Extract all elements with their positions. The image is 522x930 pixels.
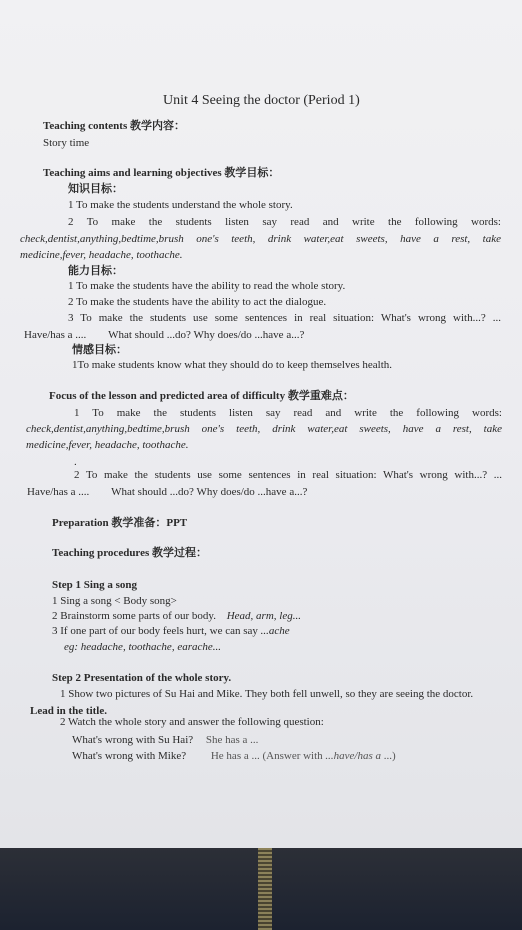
step1-item-2-examples: Head, arm, leg... — [226, 610, 301, 622]
focus-item-2-line1: 2 To make the students use some sentences in real situation: What's wrong with...? ... — [74, 469, 502, 481]
procedures-heading: Teaching procedures 教学过程： — [52, 547, 208, 559]
emotion-heading: 情感目标： — [72, 344, 127, 356]
focus-item-1-line1: 1 To make the students listen say read and write the following words: — [74, 407, 502, 419]
knowledge-item-2-line1: 2 To make the students listen say read and write the following words: — [68, 216, 501, 228]
step1-item-3-ache: ...ache — [260, 625, 290, 637]
focus-item-2-line2: Have/has a .... What should ...do? Why does/do ...have a...? — [27, 486, 308, 498]
step2-question-1 — [72, 733, 258, 747]
answer-2-italic: ...have/has a — [325, 750, 382, 762]
answer-2-end: ...) — [383, 750, 396, 762]
step1-item-3-example: eg: headache, toothache, earache... — [64, 641, 221, 653]
preparation: Preparation 教学准备：PPT — [52, 517, 188, 529]
page-title: Unit 4 Seeing the doctor (Period 1) — [163, 93, 360, 108]
emotion-item-1: 1To make students know what they should do to keep themselves health. — [72, 359, 393, 371]
teaching-contents-text: Story time — [43, 137, 90, 149]
ability-item-3-line2: Have/has a .... What should ...do? Why does/do ...have a...? — [24, 329, 305, 341]
step2-item-1: 1 Show two pictures of Su Hai and Mike. They both fell unwell, so they are seeing the doctor. — [60, 688, 474, 700]
focus-item-1-line3: medicine,fever, headache, toothache. — [26, 439, 189, 451]
question-1-text: What's wrong with Su Hai? — [72, 734, 194, 746]
ability-item-3-line1: 3 To make the students use some sentences in real situation: What's wrong with...? ... — [68, 312, 501, 324]
step1-item-3-text: 3 If one part of our body feels hurt, we can say — [52, 625, 258, 637]
step1-item-2 — [52, 609, 301, 623]
question-2-text: What's wrong with Mike? — [72, 750, 187, 762]
step2-question-2 — [72, 749, 396, 763]
focus-dot: . — [74, 456, 77, 468]
focus-heading: Focus of the lesson and predicted area of difficulty 教学重难点： — [49, 390, 354, 402]
ability-item-2: 2 To make the students have the ability to act the dialogue. — [68, 296, 327, 308]
focus-item-1-line2: check,dentist,anything,bedtime,brush one's teeth, drink water,eat sweets, have a rest, take — [26, 423, 502, 435]
aims-heading: Teaching aims and learning objectives 教学目标： — [43, 167, 280, 179]
step1-item-2-text: 2 Brainstorm some parts of our body. — [52, 610, 216, 622]
knowledge-heading: 知识目标： — [68, 183, 123, 195]
zipper-decoration — [258, 848, 272, 930]
answer-1-text: She has a ... — [205, 734, 259, 746]
answer-2-text: He has a ... (Answer with — [210, 750, 323, 762]
step1-heading: Step 1 Sing a song — [52, 579, 137, 591]
step1-item-3 — [52, 624, 290, 638]
step2-heading: Step 2 Presentation of the whole story. — [52, 672, 232, 684]
knowledge-item-2-line2: check,dentist,anything,bedtime,brush one's teeth, drink water,eat sweets, have a rest, take — [20, 233, 501, 245]
step1-item-1: 1 Sing a song < Body song> — [52, 595, 177, 607]
step2-lead: Lead in the title. — [30, 705, 107, 717]
ability-heading: 能力目标： — [68, 265, 123, 277]
knowledge-item-1: 1 To make the students understand the whole story. — [68, 199, 293, 211]
teaching-contents-heading: Teaching contents 教学内容： — [43, 120, 185, 132]
step2-item-2: 2 Watch the whole story and answer the following question: — [60, 716, 324, 728]
ability-item-1: 1 To make the students have the ability to read the whole story. — [68, 280, 346, 292]
knowledge-item-2-line3: medicine,fever, headache, toothache. — [20, 249, 183, 261]
